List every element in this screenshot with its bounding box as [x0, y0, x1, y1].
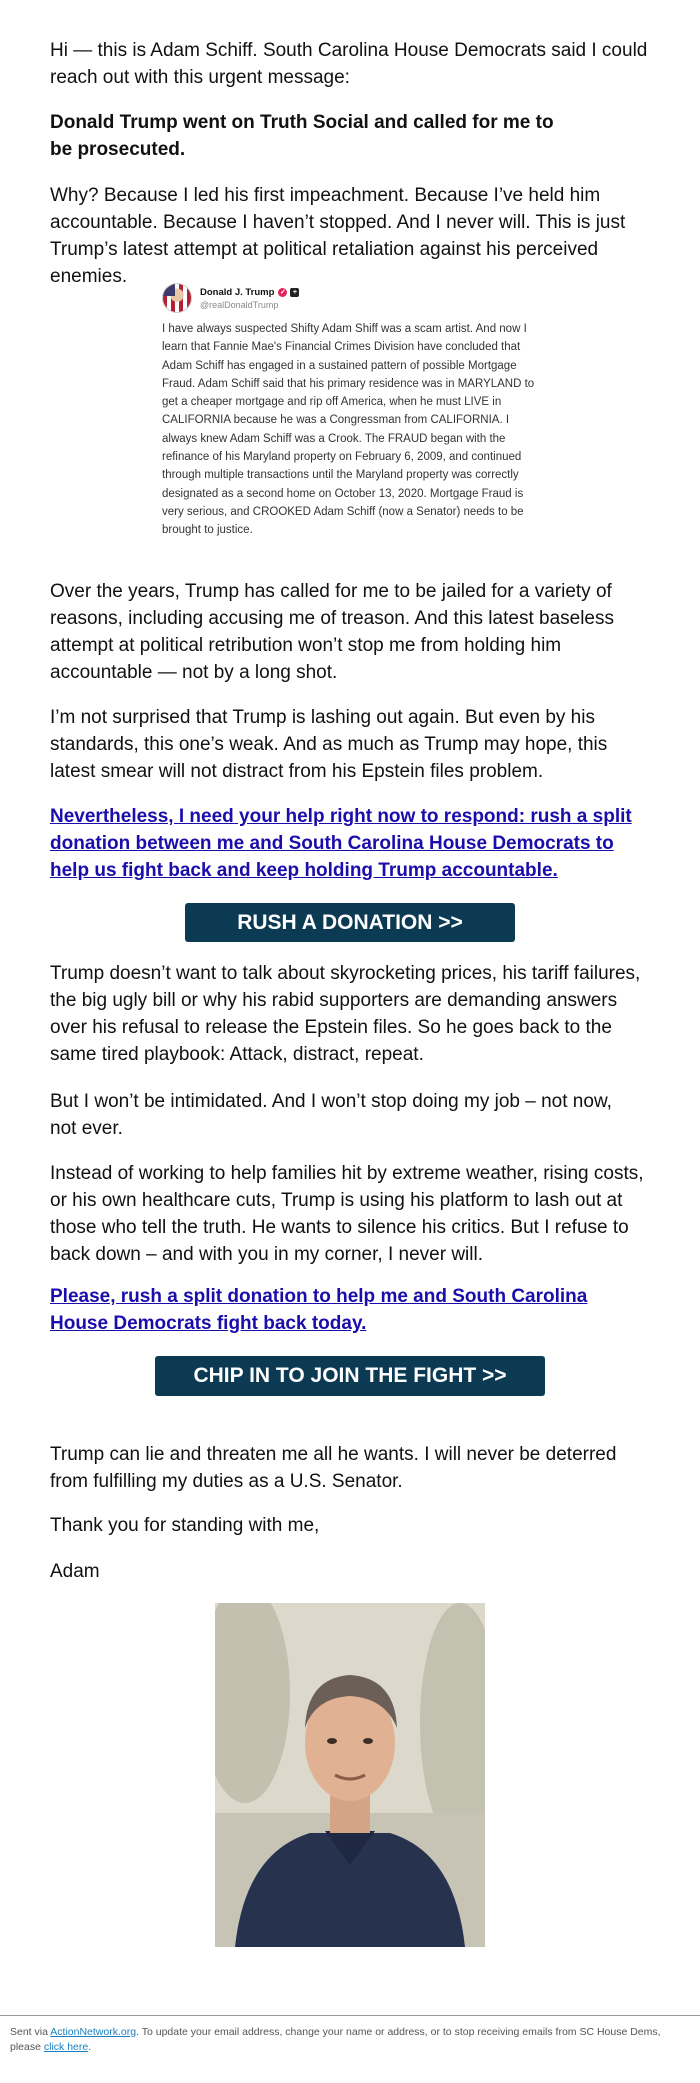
- avatar: [162, 283, 192, 313]
- post-text: I have always suspected Shifty Adam Shiff was a scam artist. And now I learn that Fannie Mae's Financial Crimes Division have concluded that Adam Schiff has engaged in a sustained pattern of possible Mortgage Fraud. Adam Schiff said that his primary residence was in MARYLAND to get a cheaper mortgage and rip off America, when he must LIVE in CALIFORNIA because he was a Congressman from CALIFORNIA. I always knew Adam Schiff was a Crook. The FRAUD began with the refinance of his Maryland property on February 6, 2009, and continued through multiple transactions until the Maryland property was correctly designated as a second home on October 13, 2020. Mortgage Fraud is very serious, and CROOKED Adam Schiff (now a Senator) needs to be brought to justice.: [162, 323, 535, 537]
- verified-badge-icon: ✓: [280, 289, 286, 296]
- footer-divider: [0, 2015, 700, 2016]
- truth-social-post: [162, 281, 542, 540]
- donate-link-1[interactable]: Nevertheless, I need your help right now to respond: rush a split donation between me and South Carolina House Democrats to help us fight back and keep holding Trump accountable.: [50, 806, 632, 881]
- thanks-paragraph: Thank you for standing with me,: [50, 1515, 320, 1536]
- why-paragraph: Why? Because I led his first impeachment. Because I’ve held him accountable. Because I haven’t stopped. And I never will. This is just Trump’s latest attempt at political retaliation against his perceived enemies.: [50, 185, 626, 287]
- prices-paragraph: Trump doesn’t want to talk about skyrocketing prices, his tariff failures, the big ugly bill or why his rabid supporters are demanding answers over his refusal to release the Epstein files. So he goes back to the same tired playbook: Attack, distract, repeat.: [50, 963, 641, 1065]
- portrait-icon: [215, 1603, 485, 1947]
- instead-paragraph: Instead of working to help families hit by extreme weather, rising costs, or his own healthcare cuts, Trump is using his platform to lash out at those who tell the truth. He wants to silence his critics. But I refuse to back down – and with you in my corner, I never will.: [50, 1163, 644, 1265]
- post-author-name: Donald J. Trump: [200, 286, 275, 298]
- headline: Donald Trump went on Truth Social and called for me to be prosecuted.: [50, 112, 554, 160]
- intimidated-paragraph: But I won’t be intimidated. And I won’t stop doing my job – not now, not ever.: [50, 1091, 612, 1139]
- years-paragraph: Over the years, Trump has called for me to be jailed for a variety of reasons, including accusing me of treason. And this latest baseless attempt at political retribution won’t stop me from holding him accountable — not by a long shot.: [50, 581, 614, 683]
- account-badge-icon: +: [290, 288, 299, 297]
- surprised-paragraph: I’m not surprised that Trump is lashing out again. But even by his standards, this one’s weak. And as much as Trump may hope, this latest smear will not distract from his Epstein files problem.: [50, 707, 608, 782]
- intro-paragraph: Hi — this is Adam Schiff. South Carolina House Democrats said I could reach out with this urgent message:: [50, 40, 648, 88]
- actionnetwork-link[interactable]: ActionNetwork.org: [50, 2026, 137, 2038]
- post-author-handle: @realDonaldTrump: [200, 299, 279, 310]
- chip-in-button[interactable]: CHIP IN TO JOIN THE FIGHT >>: [155, 1356, 545, 1396]
- post-header: [162, 281, 542, 315]
- adam-schiff-photo: [215, 1603, 485, 1947]
- unsubscribe-link[interactable]: click here: [43, 2041, 89, 2053]
- signoff: Adam: [50, 1561, 100, 1582]
- footer: Sent via ActionNetwork.org. To update your email address, change your name or address, or to stop receiving emails from SC House Dems, please click here.: [10, 2026, 661, 2053]
- lie-paragraph: Trump can lie and threaten me all he wants. I will never be deterred from fulfilling my duties as a U.S. Senator.: [50, 1444, 617, 1492]
- donate-link-2[interactable]: Please, rush a split donation to help me and South Carolina House Democrats fight back today.: [50, 1286, 588, 1334]
- rush-donation-button[interactable]: RUSH A DONATION >>: [185, 903, 515, 942]
